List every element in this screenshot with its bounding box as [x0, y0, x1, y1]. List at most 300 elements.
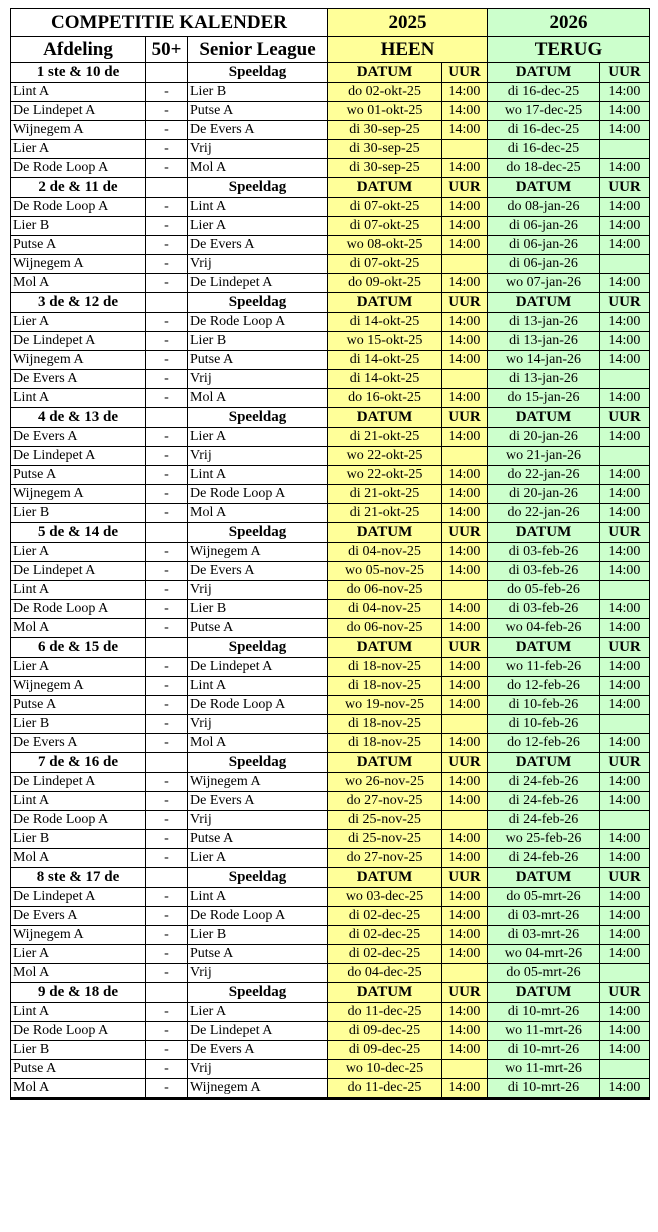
speeldag-label: Speeldag	[188, 408, 328, 428]
datum-heen-label: DATUM	[328, 753, 442, 773]
home-team: Mol A	[11, 619, 146, 638]
heen-time: 14:00	[442, 466, 488, 485]
fifty-plus-cell: -	[146, 715, 188, 734]
match-row	[11, 140, 650, 159]
terug-time	[600, 811, 650, 830]
heen-time	[442, 964, 488, 983]
away-team: Mol A	[188, 159, 328, 178]
datum-terug-label: DATUM	[488, 178, 600, 198]
terug-date: di 16-dec-25	[488, 83, 600, 102]
away-team: De Lindepet A	[188, 658, 328, 677]
away-team: Lier B	[188, 926, 328, 945]
heen-date: di 18-nov-25	[328, 734, 442, 753]
fifty-plus-cell: -	[146, 428, 188, 447]
home-team: Lier B	[11, 504, 146, 523]
terug-date: di 24-feb-26	[488, 849, 600, 868]
round-label: 2 de & 11 de	[11, 178, 146, 198]
home-team: Mol A	[11, 849, 146, 868]
match-row	[11, 102, 650, 121]
away-team: Putse A	[188, 102, 328, 121]
terug-time: 14:00	[600, 198, 650, 217]
uur-heen-label: UUR	[442, 753, 488, 773]
match-row	[11, 562, 650, 581]
heen-time	[442, 255, 488, 274]
match-row	[11, 217, 650, 236]
datum-heen-label: DATUM	[328, 408, 442, 428]
heen-time: 14:00	[442, 198, 488, 217]
fifty-plus-cell: -	[146, 370, 188, 389]
heen-time: 14:00	[442, 888, 488, 907]
match-row	[11, 198, 650, 217]
datum-terug-label: DATUM	[488, 63, 600, 83]
datum-heen-label: DATUM	[328, 178, 442, 198]
round-header-row	[11, 293, 650, 313]
terug-time	[600, 447, 650, 466]
terug-date: di 20-jan-26	[488, 485, 600, 504]
heen-time: 14:00	[442, 159, 488, 178]
heen-time: 14:00	[442, 274, 488, 293]
away-team: De Rode Loop A	[188, 313, 328, 332]
heen-time: 14:00	[442, 696, 488, 715]
uur-terug-label: UUR	[600, 178, 650, 198]
away-team: Vrij	[188, 255, 328, 274]
datum-heen-label: DATUM	[328, 523, 442, 543]
terug-time	[600, 1060, 650, 1079]
heen-time: 14:00	[442, 313, 488, 332]
fifty-plus-cell: -	[146, 562, 188, 581]
competition-calendar-table	[10, 8, 650, 1100]
heen-date: di 07-okt-25	[328, 198, 442, 217]
heen-date: do 27-nov-25	[328, 849, 442, 868]
match-row	[11, 581, 650, 600]
terug-time: 14:00	[600, 773, 650, 792]
away-team: Wijnegem A	[188, 773, 328, 792]
round-header-row	[11, 868, 650, 888]
datum-terug-label: DATUM	[488, 408, 600, 428]
speeldag-label: Speeldag	[188, 868, 328, 888]
uur-terug-label: UUR	[600, 293, 650, 313]
round-header-row	[11, 178, 650, 198]
home-team: De Rode Loop A	[11, 159, 146, 178]
away-team: Lier A	[188, 217, 328, 236]
datum-heen-label: DATUM	[328, 293, 442, 313]
terug-date: di 03-feb-26	[488, 600, 600, 619]
heen-time: 14:00	[442, 351, 488, 370]
match-row	[11, 466, 650, 485]
fifty-plus-cell: -	[146, 1022, 188, 1041]
heen-time: 14:00	[442, 543, 488, 562]
terug-time	[600, 140, 650, 159]
fifty-plus-cell: -	[146, 217, 188, 236]
fifty-plus-cell: -	[146, 198, 188, 217]
terug-date: di 03-mrt-26	[488, 907, 600, 926]
away-team: Mol A	[188, 734, 328, 753]
fifty-plus-cell: -	[146, 619, 188, 638]
match-row	[11, 83, 650, 102]
heen-time: 14:00	[442, 236, 488, 255]
terug-date: wo 11-mrt-26	[488, 1022, 600, 1041]
heen-date: di 21-okt-25	[328, 428, 442, 447]
away-team: De Evers A	[188, 236, 328, 255]
match-row	[11, 274, 650, 293]
heen-time: 14:00	[442, 504, 488, 523]
away-team: De Rode Loop A	[188, 907, 328, 926]
heen-date: wo 08-okt-25	[328, 236, 442, 255]
away-team: Lier B	[188, 332, 328, 351]
heen-time: 14:00	[442, 1022, 488, 1041]
home-team: Lier A	[11, 543, 146, 562]
terug-time: 14:00	[600, 677, 650, 696]
fifty-plus-cell: -	[146, 888, 188, 907]
terug-date: di 10-feb-26	[488, 696, 600, 715]
home-team: Lint A	[11, 792, 146, 811]
round-label: 5 de & 14 de	[11, 523, 146, 543]
home-team: De Lindepet A	[11, 332, 146, 351]
uur-heen-label: UUR	[442, 638, 488, 658]
heen-date: di 21-okt-25	[328, 504, 442, 523]
heen-header: HEEN	[328, 37, 488, 63]
heen-date: di 25-nov-25	[328, 811, 442, 830]
terug-date: wo 11-mrt-26	[488, 1060, 600, 1079]
uur-heen-label: UUR	[442, 178, 488, 198]
heen-time: 14:00	[442, 619, 488, 638]
fifty-plus-cell: -	[146, 83, 188, 102]
heen-date: di 04-nov-25	[328, 543, 442, 562]
home-team: Wijnegem A	[11, 926, 146, 945]
fifty-plus-cell: -	[146, 140, 188, 159]
uur-heen-label: UUR	[442, 523, 488, 543]
fifty-plus-cell: -	[146, 389, 188, 408]
terug-date: do 05-mrt-26	[488, 888, 600, 907]
match-row	[11, 236, 650, 255]
home-team: De Lindepet A	[11, 562, 146, 581]
away-team: Vrij	[188, 1060, 328, 1079]
away-team: Vrij	[188, 140, 328, 159]
header-row-columns	[11, 37, 650, 63]
home-team: De Lindepet A	[11, 102, 146, 121]
heen-date: di 14-okt-25	[328, 313, 442, 332]
round-gap	[146, 753, 188, 773]
terug-date: wo 04-mrt-26	[488, 945, 600, 964]
away-team: Lier A	[188, 849, 328, 868]
terug-time: 14:00	[600, 1022, 650, 1041]
heen-time: 14:00	[442, 945, 488, 964]
heen-time: 14:00	[442, 677, 488, 696]
fifty-plus-cell: -	[146, 658, 188, 677]
heen-time: 14:00	[442, 600, 488, 619]
home-team: Wijnegem A	[11, 677, 146, 696]
match-row	[11, 849, 650, 868]
speeldag-label: Speeldag	[188, 638, 328, 658]
terug-time: 14:00	[600, 658, 650, 677]
match-row	[11, 447, 650, 466]
heen-date: di 30-sep-25	[328, 140, 442, 159]
uur-heen-label: UUR	[442, 293, 488, 313]
away-team: De Evers A	[188, 1041, 328, 1060]
home-team: Lier B	[11, 1041, 146, 1060]
away-team: Vrij	[188, 964, 328, 983]
away-team: Wijnegem A	[188, 1079, 328, 1099]
away-team: De Lindepet A	[188, 1022, 328, 1041]
heen-time: 14:00	[442, 121, 488, 140]
match-row	[11, 1079, 650, 1099]
home-team: Wijnegem A	[11, 255, 146, 274]
terug-header: TERUG	[488, 37, 650, 63]
home-team: De Evers A	[11, 734, 146, 753]
match-row	[11, 792, 650, 811]
match-row	[11, 543, 650, 562]
heen-time	[442, 811, 488, 830]
fifty-plus-cell: -	[146, 792, 188, 811]
fifty-plus-cell: -	[146, 849, 188, 868]
home-team: De Evers A	[11, 907, 146, 926]
terug-date: di 10-mrt-26	[488, 1041, 600, 1060]
round-label: 4 de & 13 de	[11, 408, 146, 428]
away-team: Mol A	[188, 504, 328, 523]
terug-time: 14:00	[600, 466, 650, 485]
match-row	[11, 1003, 650, 1022]
speeldag-label: Speeldag	[188, 293, 328, 313]
fifty-plus-cell: -	[146, 773, 188, 792]
home-team: Lier A	[11, 140, 146, 159]
match-row	[11, 332, 650, 351]
terug-date: di 20-jan-26	[488, 428, 600, 447]
home-team: De Rode Loop A	[11, 811, 146, 830]
terug-date: do 12-feb-26	[488, 734, 600, 753]
match-row	[11, 428, 650, 447]
terug-time: 14:00	[600, 428, 650, 447]
away-team: De Evers A	[188, 792, 328, 811]
datum-heen-label: DATUM	[328, 638, 442, 658]
heen-date: do 11-dec-25	[328, 1079, 442, 1099]
home-team: Putse A	[11, 466, 146, 485]
away-team: Lint A	[188, 466, 328, 485]
uur-heen-label: UUR	[442, 868, 488, 888]
away-team: Lier B	[188, 600, 328, 619]
round-label: 9 de & 18 de	[11, 983, 146, 1003]
uur-terug-label: UUR	[600, 983, 650, 1003]
round-label: 6 de & 15 de	[11, 638, 146, 658]
terug-date: di 16-dec-25	[488, 140, 600, 159]
terug-time: 14:00	[600, 619, 650, 638]
heen-date: di 18-nov-25	[328, 715, 442, 734]
heen-time	[442, 715, 488, 734]
uur-terug-label: UUR	[600, 408, 650, 428]
fifty-plus-cell: -	[146, 677, 188, 696]
fifty-plus-cell: -	[146, 504, 188, 523]
terug-date: do 05-mrt-26	[488, 964, 600, 983]
round-header-row	[11, 753, 650, 773]
home-team: De Evers A	[11, 428, 146, 447]
home-team: Lier A	[11, 945, 146, 964]
round-gap	[146, 983, 188, 1003]
terug-date: di 13-jan-26	[488, 370, 600, 389]
heen-time: 14:00	[442, 428, 488, 447]
heen-time: 14:00	[442, 1079, 488, 1099]
fifty-plus-cell: -	[146, 734, 188, 753]
terug-time: 14:00	[600, 734, 650, 753]
speeldag-label: Speeldag	[188, 178, 328, 198]
terug-date: di 03-feb-26	[488, 543, 600, 562]
heen-time: 14:00	[442, 658, 488, 677]
fifty-plus-cell: -	[146, 236, 188, 255]
fifty-plus-header: 50+	[146, 37, 188, 63]
terug-date: do 08-jan-26	[488, 198, 600, 217]
match-row	[11, 351, 650, 370]
match-row	[11, 926, 650, 945]
terug-time: 14:00	[600, 945, 650, 964]
speeldag-label: Speeldag	[188, 63, 328, 83]
datum-heen-label: DATUM	[328, 63, 442, 83]
match-row	[11, 677, 650, 696]
home-team: Lint A	[11, 1003, 146, 1022]
away-team: Vrij	[188, 715, 328, 734]
heen-date: di 25-nov-25	[328, 830, 442, 849]
terug-date: do 22-jan-26	[488, 466, 600, 485]
home-team: De Evers A	[11, 370, 146, 389]
heen-time: 14:00	[442, 389, 488, 408]
round-header-row	[11, 408, 650, 428]
away-team: De Lindepet A	[188, 274, 328, 293]
heen-date: wo 26-nov-25	[328, 773, 442, 792]
heen-date: wo 10-dec-25	[328, 1060, 442, 1079]
terug-date: wo 17-dec-25	[488, 102, 600, 121]
fifty-plus-cell: -	[146, 907, 188, 926]
heen-time: 14:00	[442, 926, 488, 945]
terug-date: di 10-mrt-26	[488, 1079, 600, 1099]
home-team: De Rode Loop A	[11, 1022, 146, 1041]
speeldag-label: Speeldag	[188, 523, 328, 543]
terug-time	[600, 370, 650, 389]
away-team: Lint A	[188, 677, 328, 696]
match-row	[11, 964, 650, 983]
heen-time: 14:00	[442, 849, 488, 868]
fifty-plus-cell: -	[146, 159, 188, 178]
match-row	[11, 389, 650, 408]
terug-time	[600, 715, 650, 734]
calendar-title: COMPETITIE KALENDER	[11, 9, 328, 37]
terug-date: di 10-mrt-26	[488, 1003, 600, 1022]
home-team: Lier A	[11, 658, 146, 677]
afdeling-header: Afdeling	[11, 37, 146, 63]
terug-time: 14:00	[600, 83, 650, 102]
fifty-plus-cell: -	[146, 1003, 188, 1022]
terug-time: 14:00	[600, 217, 650, 236]
terug-time	[600, 581, 650, 600]
terug-time: 14:00	[600, 504, 650, 523]
away-team: Lint A	[188, 198, 328, 217]
terug-date: di 10-feb-26	[488, 715, 600, 734]
heen-date: wo 05-nov-25	[328, 562, 442, 581]
away-team: Vrij	[188, 447, 328, 466]
fifty-plus-cell: -	[146, 102, 188, 121]
terug-time: 14:00	[600, 830, 650, 849]
heen-time	[442, 370, 488, 389]
terug-date: do 22-jan-26	[488, 504, 600, 523]
match-row	[11, 619, 650, 638]
home-team: De Lindepet A	[11, 888, 146, 907]
fifty-plus-cell: -	[146, 313, 188, 332]
round-gap	[146, 408, 188, 428]
terug-date: di 06-jan-26	[488, 255, 600, 274]
away-team: Putse A	[188, 619, 328, 638]
round-label: 7 de & 16 de	[11, 753, 146, 773]
heen-date: di 18-nov-25	[328, 658, 442, 677]
heen-time: 14:00	[442, 332, 488, 351]
heen-date: di 21-okt-25	[328, 485, 442, 504]
fifty-plus-cell: -	[146, 926, 188, 945]
heen-time: 14:00	[442, 907, 488, 926]
match-row	[11, 600, 650, 619]
heen-date: di 09-dec-25	[328, 1041, 442, 1060]
header-row-title	[11, 9, 650, 37]
heen-time: 14:00	[442, 1003, 488, 1022]
home-team: Lint A	[11, 581, 146, 600]
round-label: 1 ste & 10 de	[11, 63, 146, 83]
heen-date: do 11-dec-25	[328, 1003, 442, 1022]
heen-time: 14:00	[442, 830, 488, 849]
speeldag-label: Speeldag	[188, 753, 328, 773]
terug-time: 14:00	[600, 543, 650, 562]
fifty-plus-cell: -	[146, 1041, 188, 1060]
terug-date: di 13-jan-26	[488, 332, 600, 351]
away-team: Lint A	[188, 888, 328, 907]
round-gap	[146, 523, 188, 543]
away-team: Vrij	[188, 370, 328, 389]
heen-time: 14:00	[442, 217, 488, 236]
datum-terug-label: DATUM	[488, 753, 600, 773]
terug-time: 14:00	[600, 562, 650, 581]
terug-time: 14:00	[600, 389, 650, 408]
match-row	[11, 773, 650, 792]
round-gap	[146, 293, 188, 313]
uur-terug-label: UUR	[600, 63, 650, 83]
home-team: Lint A	[11, 83, 146, 102]
match-row	[11, 1060, 650, 1079]
home-team: Wijnegem A	[11, 121, 146, 140]
speeldag-label: Speeldag	[188, 983, 328, 1003]
home-team: Mol A	[11, 1079, 146, 1099]
heen-date: di 09-dec-25	[328, 1022, 442, 1041]
fifty-plus-cell: -	[146, 274, 188, 293]
terug-date: do 12-feb-26	[488, 677, 600, 696]
away-team: Lier A	[188, 1003, 328, 1022]
heen-date: di 14-okt-25	[328, 351, 442, 370]
home-team: Wijnegem A	[11, 485, 146, 504]
terug-date: wo 04-feb-26	[488, 619, 600, 638]
datum-heen-label: DATUM	[328, 868, 442, 888]
datum-terug-label: DATUM	[488, 868, 600, 888]
terug-time: 14:00	[600, 351, 650, 370]
terug-date: di 24-feb-26	[488, 773, 600, 792]
terug-time: 14:00	[600, 849, 650, 868]
heen-time: 14:00	[442, 1041, 488, 1060]
home-team: De Lindepet A	[11, 773, 146, 792]
match-row	[11, 830, 650, 849]
terug-date: wo 14-jan-26	[488, 351, 600, 370]
round-header-row	[11, 63, 650, 83]
home-team: Lier B	[11, 217, 146, 236]
match-row	[11, 485, 650, 504]
terug-time: 14:00	[600, 696, 650, 715]
match-row	[11, 255, 650, 274]
round-header-row	[11, 638, 650, 658]
senior-league-header: Senior League	[188, 37, 328, 63]
home-team: Mol A	[11, 964, 146, 983]
terug-time: 14:00	[600, 159, 650, 178]
home-team: Lier A	[11, 313, 146, 332]
heen-date: do 06-nov-25	[328, 619, 442, 638]
